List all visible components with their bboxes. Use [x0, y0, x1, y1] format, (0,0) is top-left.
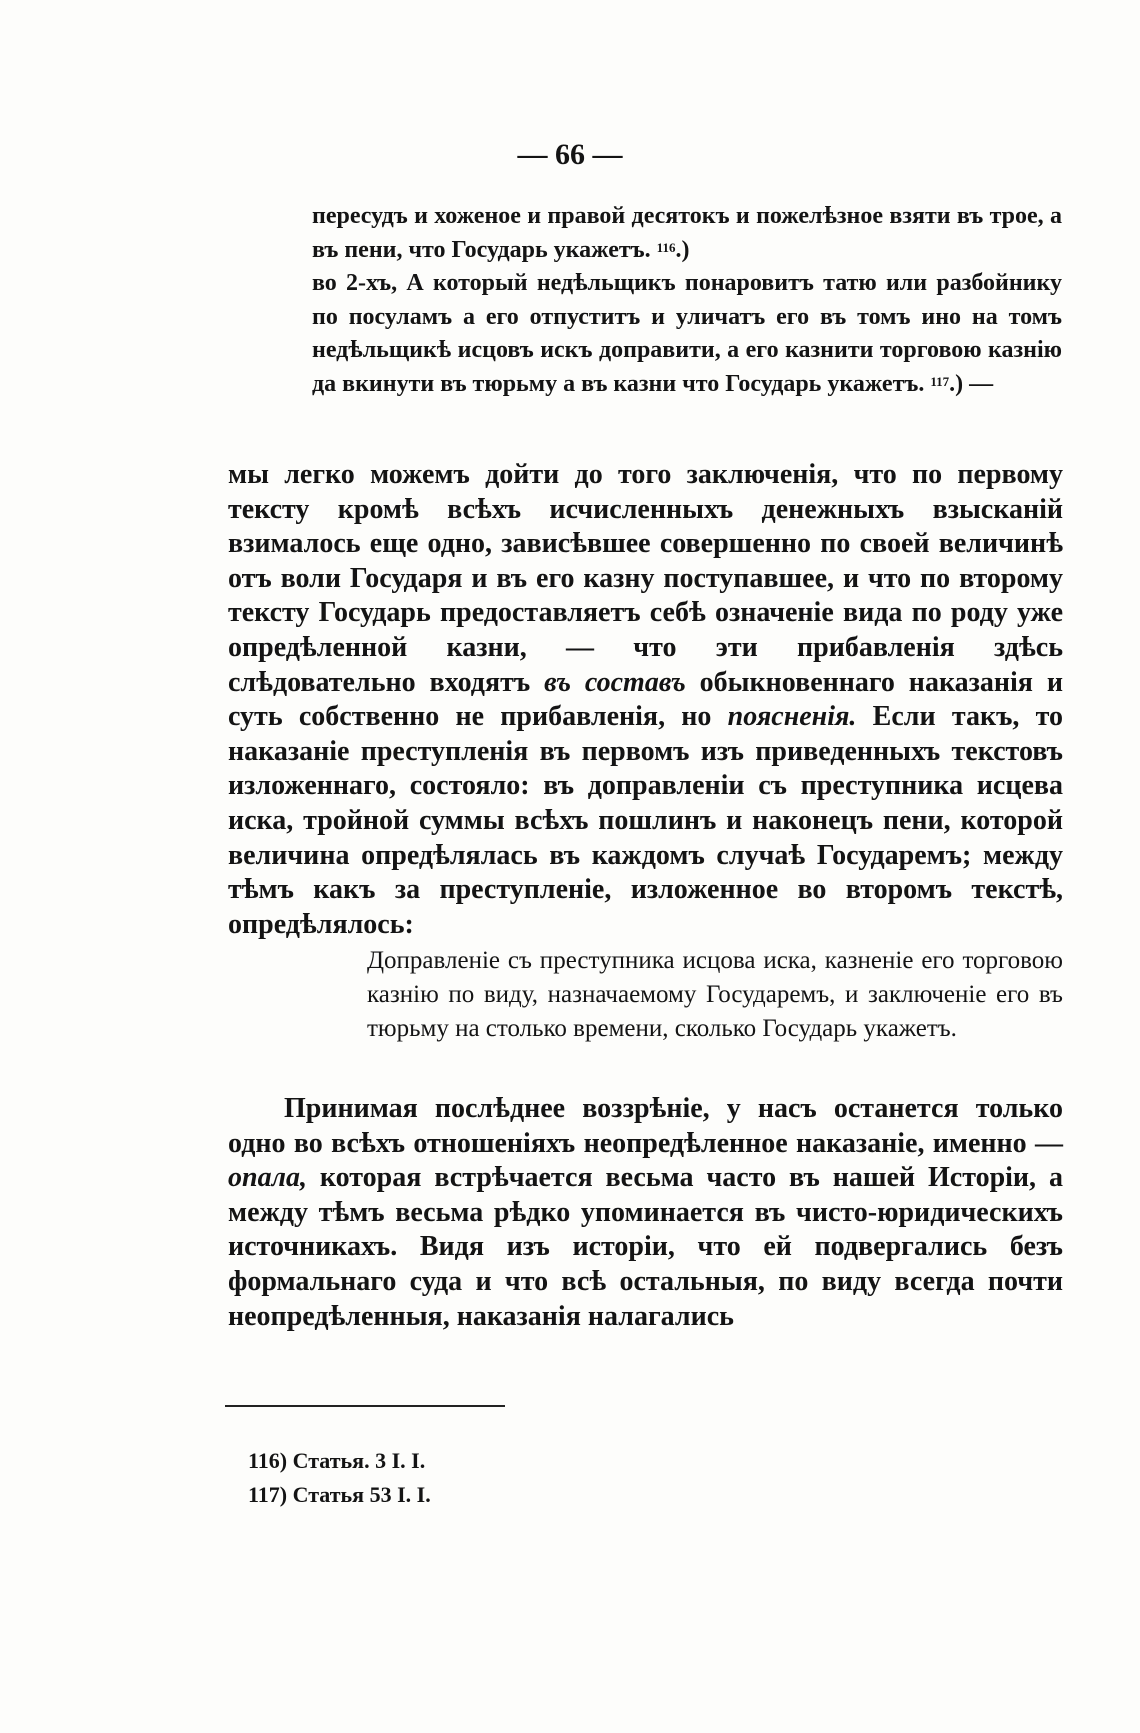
body-paragraph-2	[228, 1092, 1063, 1334]
body1-text-b: обыкновеннаго наказанія и суть собственно не прибавленія, но	[228, 666, 1063, 733]
paragraph-conclusion	[228, 458, 1063, 942]
footnote-text: Статья. 3 I. I.	[292, 1448, 426, 1473]
quote-close-2: .) —	[949, 370, 994, 397]
quote-paragraph-2	[312, 267, 1062, 401]
footnote-116	[248, 1444, 848, 1478]
footnote-117	[248, 1478, 848, 1512]
footnote-ref-116[interactable]: 116	[656, 239, 676, 255]
body2-emphasis-a: опала,	[228, 1162, 307, 1194]
body2-text-b: которая встрѣчается весьма часто въ нашей Исторіи, а между тѣмъ весьма рѣдко упоминается въ чисто-юридическихъ источникахъ. Видя изъ исторіи, что ей подвергались безъ формальнаго суда и что всѣ остальныя, по виду всегда почти неопредѣленныя, наказанія налагались	[228, 1162, 1063, 1332]
body1-text-c: Если такъ, то наказаніе преступленія въ первомъ изъ приведенныхъ текстовъ изложеннаго, состояло: въ доправленіи съ преступника исцева иска, тройной суммы всѣхъ пошлинъ и наконецъ пени, которой величина опредѣлялась въ каждомъ случаѣ Государемъ; между тѣмъ какъ за преступленіе, изложенное во второмъ текстѣ, опредѣлялось:	[228, 701, 1064, 940]
footnote-ref-117[interactable]: 117	[930, 373, 950, 389]
footnotes	[248, 1444, 848, 1512]
body1-emphasis-a: въ составъ	[544, 666, 686, 698]
inset-quote-text: Доправленіе съ преступника исцова иска, казненіе его торговою казнію по виду, назначаемому Государемъ, и заключеніе его въ тюрьму на столько времени, сколько Государь укажетъ.	[367, 947, 1063, 1042]
paragraph-opala	[228, 1092, 1063, 1334]
footnote-mark: 116)	[248, 1448, 288, 1473]
body1-text-a: мы легко можемъ дойти до того заключенія, что по первому тексту кромѣ всѣхъ исчисленныхъ денежныхъ взысканій взималось еще одно, зависѣвшее совершенно по своей величинѣ отъ воли Государя и въ его казну поступавшее, и что по второму тексту Государь предоставляетъ себѣ означеніе вида по роду уже опредѣленной казни, — что эти прибавленія здѣсь слѣдовательно входятъ	[228, 459, 1063, 698]
footnote-text: Статья 53 I. I.	[292, 1482, 431, 1507]
quote-close-1: .)	[675, 236, 690, 263]
quote-paragraph-1	[312, 200, 1062, 267]
footnote-divider	[225, 1405, 505, 1407]
quote-text-1: пересудъ и хоженое и правой десятокъ и пожелѣзное взяти въ трое, а въ пени, что Государь укажетъ.	[312, 203, 1062, 263]
statute-quote	[312, 200, 1062, 401]
body1-emphasis-b: поясненія.	[727, 701, 857, 733]
quote-text-2: во 2-хъ, А который недѣльщикъ понаровитъ татю или разбойнику по посуламъ а его отпуститъ и уличатъ его въ томъ ино на томъ недѣльщикѣ исцовъ искъ доправити, а его казнити торговою казнію да вкинути въ тюрьму а въ казни что Государь укажетъ.	[312, 270, 1062, 397]
page-number: — 66 —	[517, 138, 623, 171]
body2-text-a: Принимая послѣднее воззрѣніе, у насъ останется только одно во всѣхъ отношеніяхъ неопредѣленное наказаніе, именно —	[228, 1093, 1063, 1159]
inset-quote	[367, 944, 1063, 1046]
body-paragraph-1	[228, 458, 1063, 942]
footnote-mark: 117)	[248, 1482, 288, 1507]
